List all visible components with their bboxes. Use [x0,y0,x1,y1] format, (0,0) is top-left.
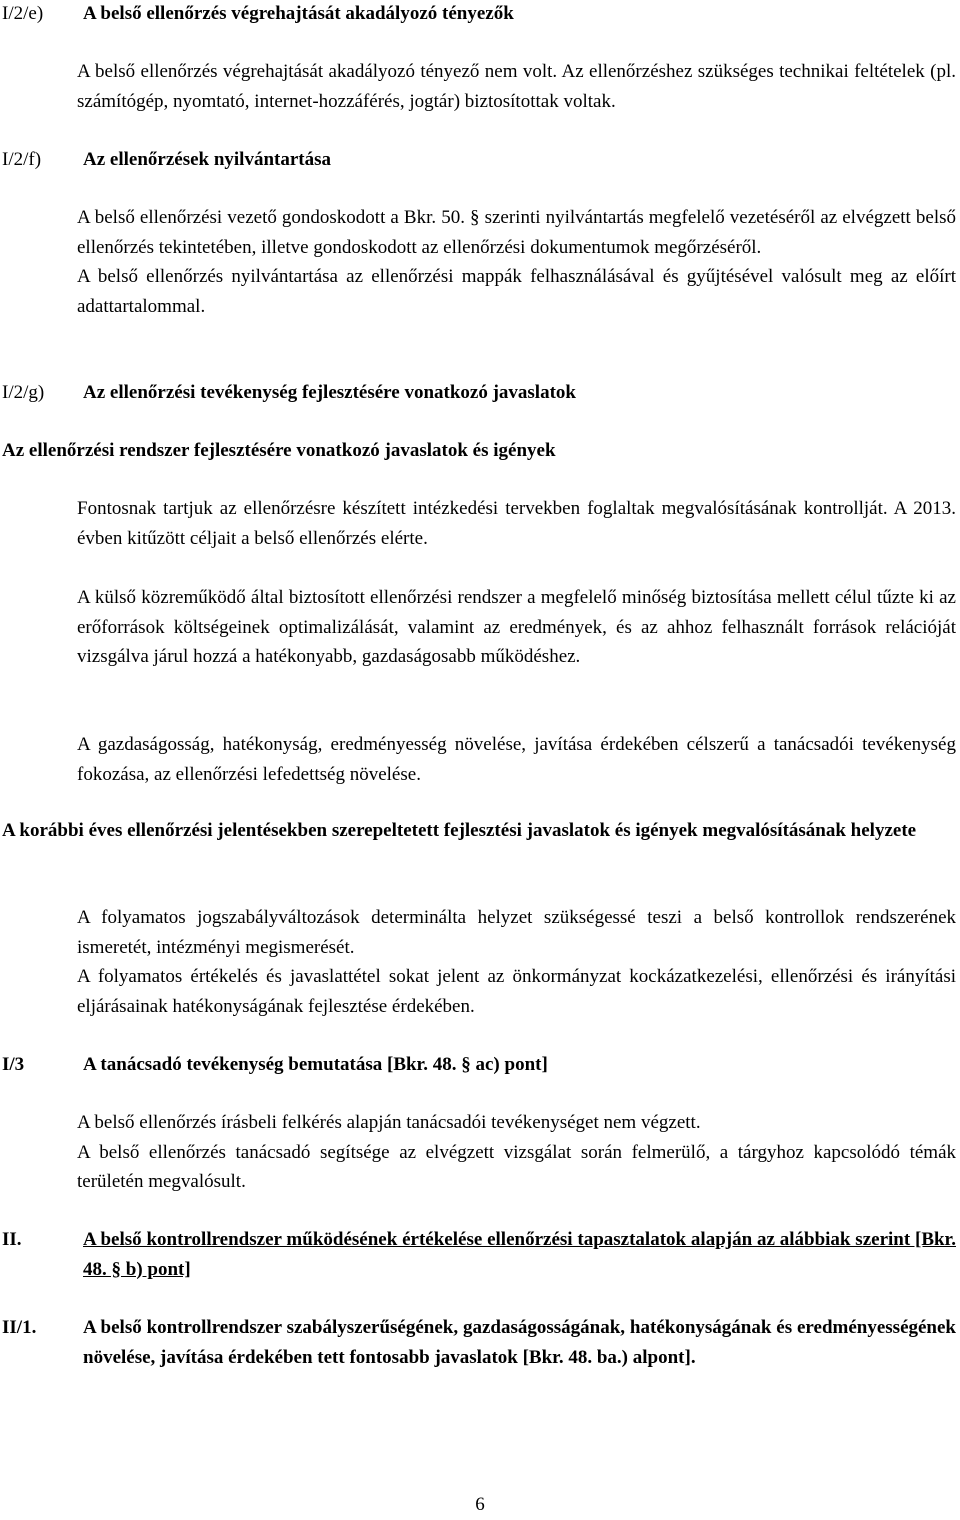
section-number-ii1: II/1. [2,1317,37,1338]
section-heading-ii: A belső kontrollrendszer működésének értékelése ellenőrzési tapasztalatok alapján az alábbiak szerint [Bkr. 48. § b) pont] [83,1229,956,1280]
paragraph-tanacsado: A belső ellenőrzés írásbeli felkérés alapján tanácsadói tevékenységet nem végzett. A belső ellenőrzés tanácsadó segítsége az elvégzett vizsgálat során felmerülő, a tárgyhoz kapcsolódó témák területén megvalósult. [77,1112,956,1192]
paragraph-fontosnak: Fontosnak tartjuk az ellenőrzésre készített intézkedési tervekben foglaltak megvalósításának kontrollját. A 2013. évben kitűzött céljait a belső ellenőrzés elérte. [77,498,956,549]
paragraph-nyilvantartas: A belső ellenőrzési vezető gondoskodott a Bkr. 50. § szerinti nyilvántartás megfelelő vezetéséről az elvégzett belső ellenőrzés tekintetében, illetve gondoskodott az ellenőrzési dokumentumok megőrzéséről. A belső ellenőrzés nyilvántartása az ellenőrzési mappák felhasználásával és gyűjtésével valósult meg az előírt adattartalommal. [77,207,956,317]
section-number-i3: I/3 [2,1054,25,1075]
section-heading-i2g: Az ellenőrzési tevékenység fejlesztésére vonatkozó javaslatok [83,382,576,403]
section-number-i2f: I/2/f) [2,149,42,170]
subheading-fejlesztes: Az ellenőrzési rendszer fejlesztésére vonatkozó javaslatok és igények [2,440,556,461]
section-heading-i2f: Az ellenőrzések nyilvántartása [83,149,332,170]
section-number-i2g: I/2/g) [2,382,45,403]
paragraph-korabbi: A folyamatos jogszabályváltozások determinálta helyzet szükségessé teszi a belső kontrollok rendszerének ismeretét, intézményi megismerését. A folyamatos értékelés és javaslattétel sokat jelent az önkormányzat kockázatkezelési, ellenőrzési és irányítási eljárásainak hatékonyságának fejlesztése érdekében. [77,907,956,1017]
paragraph-gazdasagossag: A gazdaságosság, hatékonyság, eredményesség növelése, javítása érdekében célszerű a tanácsadói tevékenység fokozása, az ellenőrzési lefedettség növelése. [77,734,956,785]
section-number-ii: II. [2,1229,22,1250]
paragraph-kulso: A külső közreműködő által biztosított ellenőrzési rendszer a megfelelő minőség biztosítása mellett célul tűzte ki az erőforrások költségeinek optimalizálását, valamint az eredmények, és az ahhoz felhasznált források relációját vizsgálva járul hozzá a hatékonyabb, gazdaságosabb működéshez. [77,587,956,667]
page-number: 6 [475,1494,485,1515]
paragraph-akadaly: A belső ellenőrzés végrehajtását akadályozó tényező nem volt. Az ellenőrzéshez szükséges technikai feltételek (pl. számítógép, nyomtató, internet-hozzáférés, jogtár) biztosítottak voltak. [77,61,956,112]
section-heading-i3: A tanácsadó tevékenység bemutatása [Bkr. 48. § ac) pont] [83,1054,548,1075]
section-heading-i2e: A belső ellenőrzés végrehajtását akadályozó tényezők [83,3,514,24]
section-heading-ii1: A belső kontrollrendszer szabályszerűségének, gazdaságosságának, hatékonyságának és eredményességének növelése, javítása érdekében tett fontosabb javaslatok [Bkr. 48. ba.) alpont]. [83,1317,956,1368]
section-number-i2e: I/2/e) [2,3,44,24]
subheading-korabbi: A korábbi éves ellenőrzési jelentésekben szerepeltetett fejlesztési javaslatok és igények megvalósításának helyzete [2,820,917,841]
